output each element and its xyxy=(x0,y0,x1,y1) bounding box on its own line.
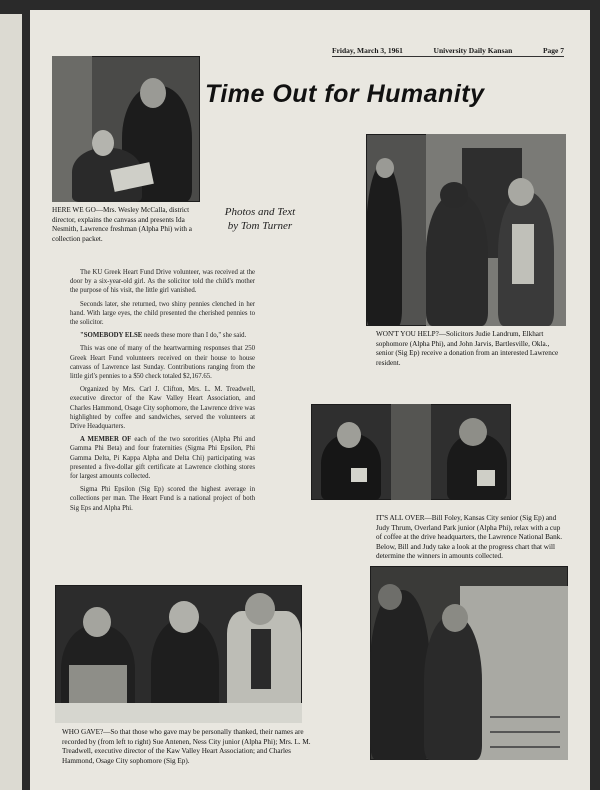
photo-who-gave xyxy=(55,585,302,723)
article-body xyxy=(70,268,255,517)
page-header xyxy=(332,46,564,57)
page-title: Time Out for Humanity xyxy=(205,80,485,108)
body-paragraph-1: The KU Greek Heart Fund Drive volunteer, was received at the door by a six-year-old girl. As the solicitor told the child's mother the purpose of his visit, the little girl vanished. xyxy=(70,269,255,295)
header-date: Friday, March 3, 1961 xyxy=(332,46,403,55)
caption-wont-you-help: WON'T YOU HELP?—Solicitors Judie Landrum, Elkhart sophomore (Alpha Phi), and John Jarvis, Bartlesville, Okla., senior (Sig Ep) receive a donation from an interested Lawrence resident. xyxy=(376,330,559,367)
photo-wont-you-help xyxy=(366,134,566,326)
caption-here-we-go: HERE WE GO—Mrs. Wesley McCalla, district director, explains the canvass and presents Ida Nesmith, Lawrence freshman (Alpha Phi) with a collection packet. xyxy=(52,206,192,243)
body-lead-2: A MEMBER OF xyxy=(80,436,132,444)
body-paragraph-6 xyxy=(70,435,255,481)
body-paragraph-4: This was one of many of the heartwarming responses that 250 Greek Heart Fund volunteers received on their house to house canvass of Lawrence last Sunday. Contributions ranging from the little girl's pennies to a $50 check totaled $2,167.65. xyxy=(70,345,255,381)
body-paragraph-6-text: each of the two sororities (Alpha Phi and Gamma Phi Beta) and four fraternities (Sigma Phi Epsilon, Phi Gamma Delta, Pi Kappa Alpha and Delta Chi) participating was presented a five-dollar gift certificate at Lawrence clothing stores for largest amounts collected. xyxy=(70,436,255,481)
header-paper: University Daily Kansan xyxy=(433,46,513,55)
body-paragraph-7: Sigma Phi Epsilon (Sig Ep) scored the highest average in collections per man. The Heart Fund is a national project of both Sig Eps and Alpha Phi. xyxy=(70,486,255,512)
byline-line1: Photos and Text xyxy=(224,206,296,218)
byline-line2: by Tom Turner xyxy=(227,220,293,232)
adjacent-page-strip xyxy=(0,14,22,790)
body-lead-1: "SOMEBODY ELSE xyxy=(80,332,143,340)
body-paragraph-3 xyxy=(70,331,255,340)
caption-its-all-over: IT'S ALL OVER—Bill Foley, Kansas City senior (Sig Ep) and Judy Thrum, Overland Park junior (Alpha Phi), relax with a cup of coffee at the drive headquarters, the Lawrence National Bank. Below, Bill and Judy take a look at the progress chart that will determine the winners in amounts collected. xyxy=(376,514,563,561)
photo-progress-chart xyxy=(370,566,568,760)
photo-here-we-go xyxy=(52,56,200,202)
caption-who-gave: WHO GAVE?—So that those who gave may be personally thanked, their names are recorded by (from left to right) Sue Antenen, Ness City junior (Alpha Phi); Mrs. L. M. Treadwell, executive director of the Kaw Valley Heart Association; and Charles Hammond, Osage City sophomore (Sig Ep). xyxy=(62,728,311,765)
header-page: Page 7 xyxy=(542,46,564,55)
body-paragraph-5: Organized by Mrs. Carl J. Clifton, Mrs. L. M. Treadwell, executive director of the Kaw Valley Heart Association, and Charles Hammond, Osage City sophomore, the Lawrence drive was highlighted by coffee and sandwiches, served the volunteers at Drive Headquarters. xyxy=(70,386,255,431)
byline xyxy=(220,205,300,233)
body-paragraph-2: Seconds later, she returned, two shiny pennies clenched in her hand. With large eyes, the child presented the cherished pennies to the solicitor. xyxy=(70,300,255,327)
photo-its-all-over xyxy=(311,404,511,500)
body-paragraph-3-text: needs these more than I do," she said. xyxy=(142,332,247,340)
